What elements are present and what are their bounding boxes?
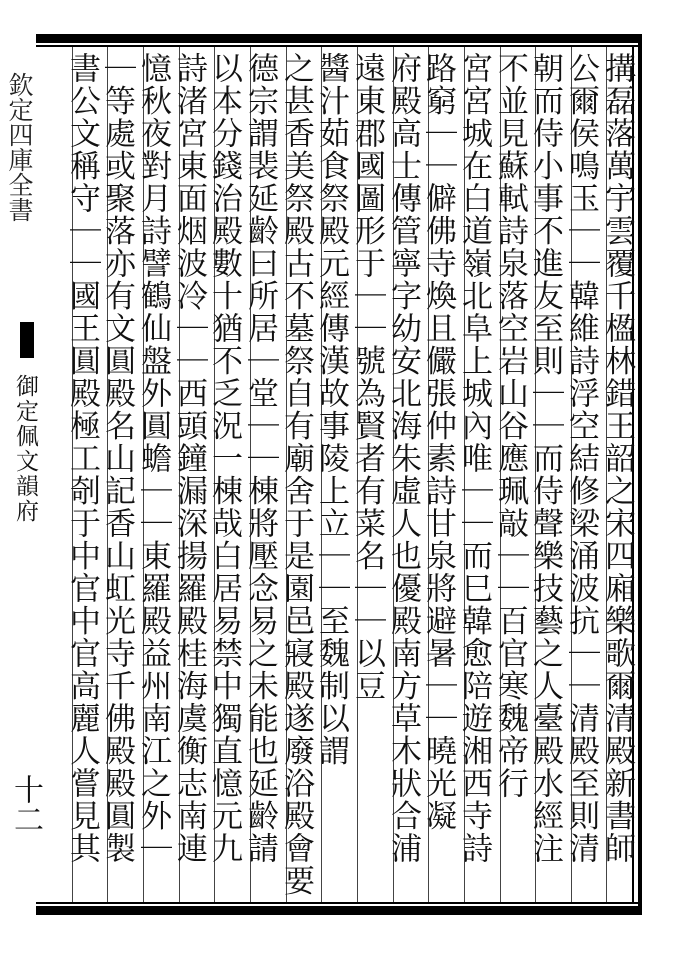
text-column: 書公文稱守｜｜國王圓殿極工剞于中官中官高麗人嘗見其 [64, 52, 100, 865]
text-column: 宮宮城在白道嶺北阜上城內唯｜｜而巳韓愈陪遊湘西寺詩 [456, 52, 492, 865]
margin-header: 欽定四庫全書 [5, 72, 34, 222]
text-column: 憶秋夜對月詩譬鶴仙盤外圓蟾｜｜東羅殿益州南江之外｜ [135, 52, 171, 865]
bottom-inner-rule [36, 902, 642, 904]
text-column: 醬汁茹食祭殿元經傳漢故事陵上立｜｜至魏制以謂 [313, 52, 349, 767]
text-column: ｜等處或聚落亦有文圓殿名山記香山虹光寺千佛殿殿圓製 [99, 52, 135, 865]
top-inner-rule [36, 45, 642, 47]
text-column: 府殿高士傳管寧字幼安北海朱虛人也優殿南方草木狀合浦 [385, 52, 421, 865]
page-margin-strip [0, 34, 43, 915]
text-column: 詩渚宮東面烟波冷｜｜西頭鐘漏深揚羅殿桂海虞衡志南連 [171, 52, 207, 865]
text-column: 公爾侯鳴玉｜｜韓維詩浮空結修梁涌波抗｜｜清殿至則清 [563, 52, 599, 865]
text-column: 以本分錢治殿數十猶不乏況一棟哉白居易禁中獨直憶元九 [206, 52, 242, 865]
text-column: 之甚香美祭殿古不墓祭自有廟舍于是園邑寢殿遂廢浴殿會要 [278, 52, 314, 897]
text-column: 路窮｜｜僻佛寺煥且儼張仲素詩甘泉將避暑｜｜曉光凝 [420, 52, 456, 832]
text-column: 德宗謂裴延齡曰所居｜堂｜｜棟將壓念易之未能也延齡請 [242, 52, 278, 865]
fish-tail-mark [20, 322, 34, 358]
top-border-rule [36, 34, 642, 43]
text-column: 不並見蘇軾詩泉落空岩山谷應珮敲｜｜百官寒魏帝行 [492, 52, 528, 800]
text-column: 搆磊落萬宇雲覆千楹林錯王韶之宋四廂樂歌爾清殿新書師 [599, 52, 635, 865]
text-column: 遠東郡國圖形于｜｜號為賢者有菜名｜｜以豆 [349, 52, 385, 702]
text-column: 朝而侍小事不進友至則｜｜而侍聲樂技藝之人臺殿水經注 [527, 52, 563, 865]
book-title: 御定佩文韻府 [12, 374, 38, 524]
bottom-border-rule [36, 906, 642, 915]
folio-number: 十二 [8, 774, 43, 834]
